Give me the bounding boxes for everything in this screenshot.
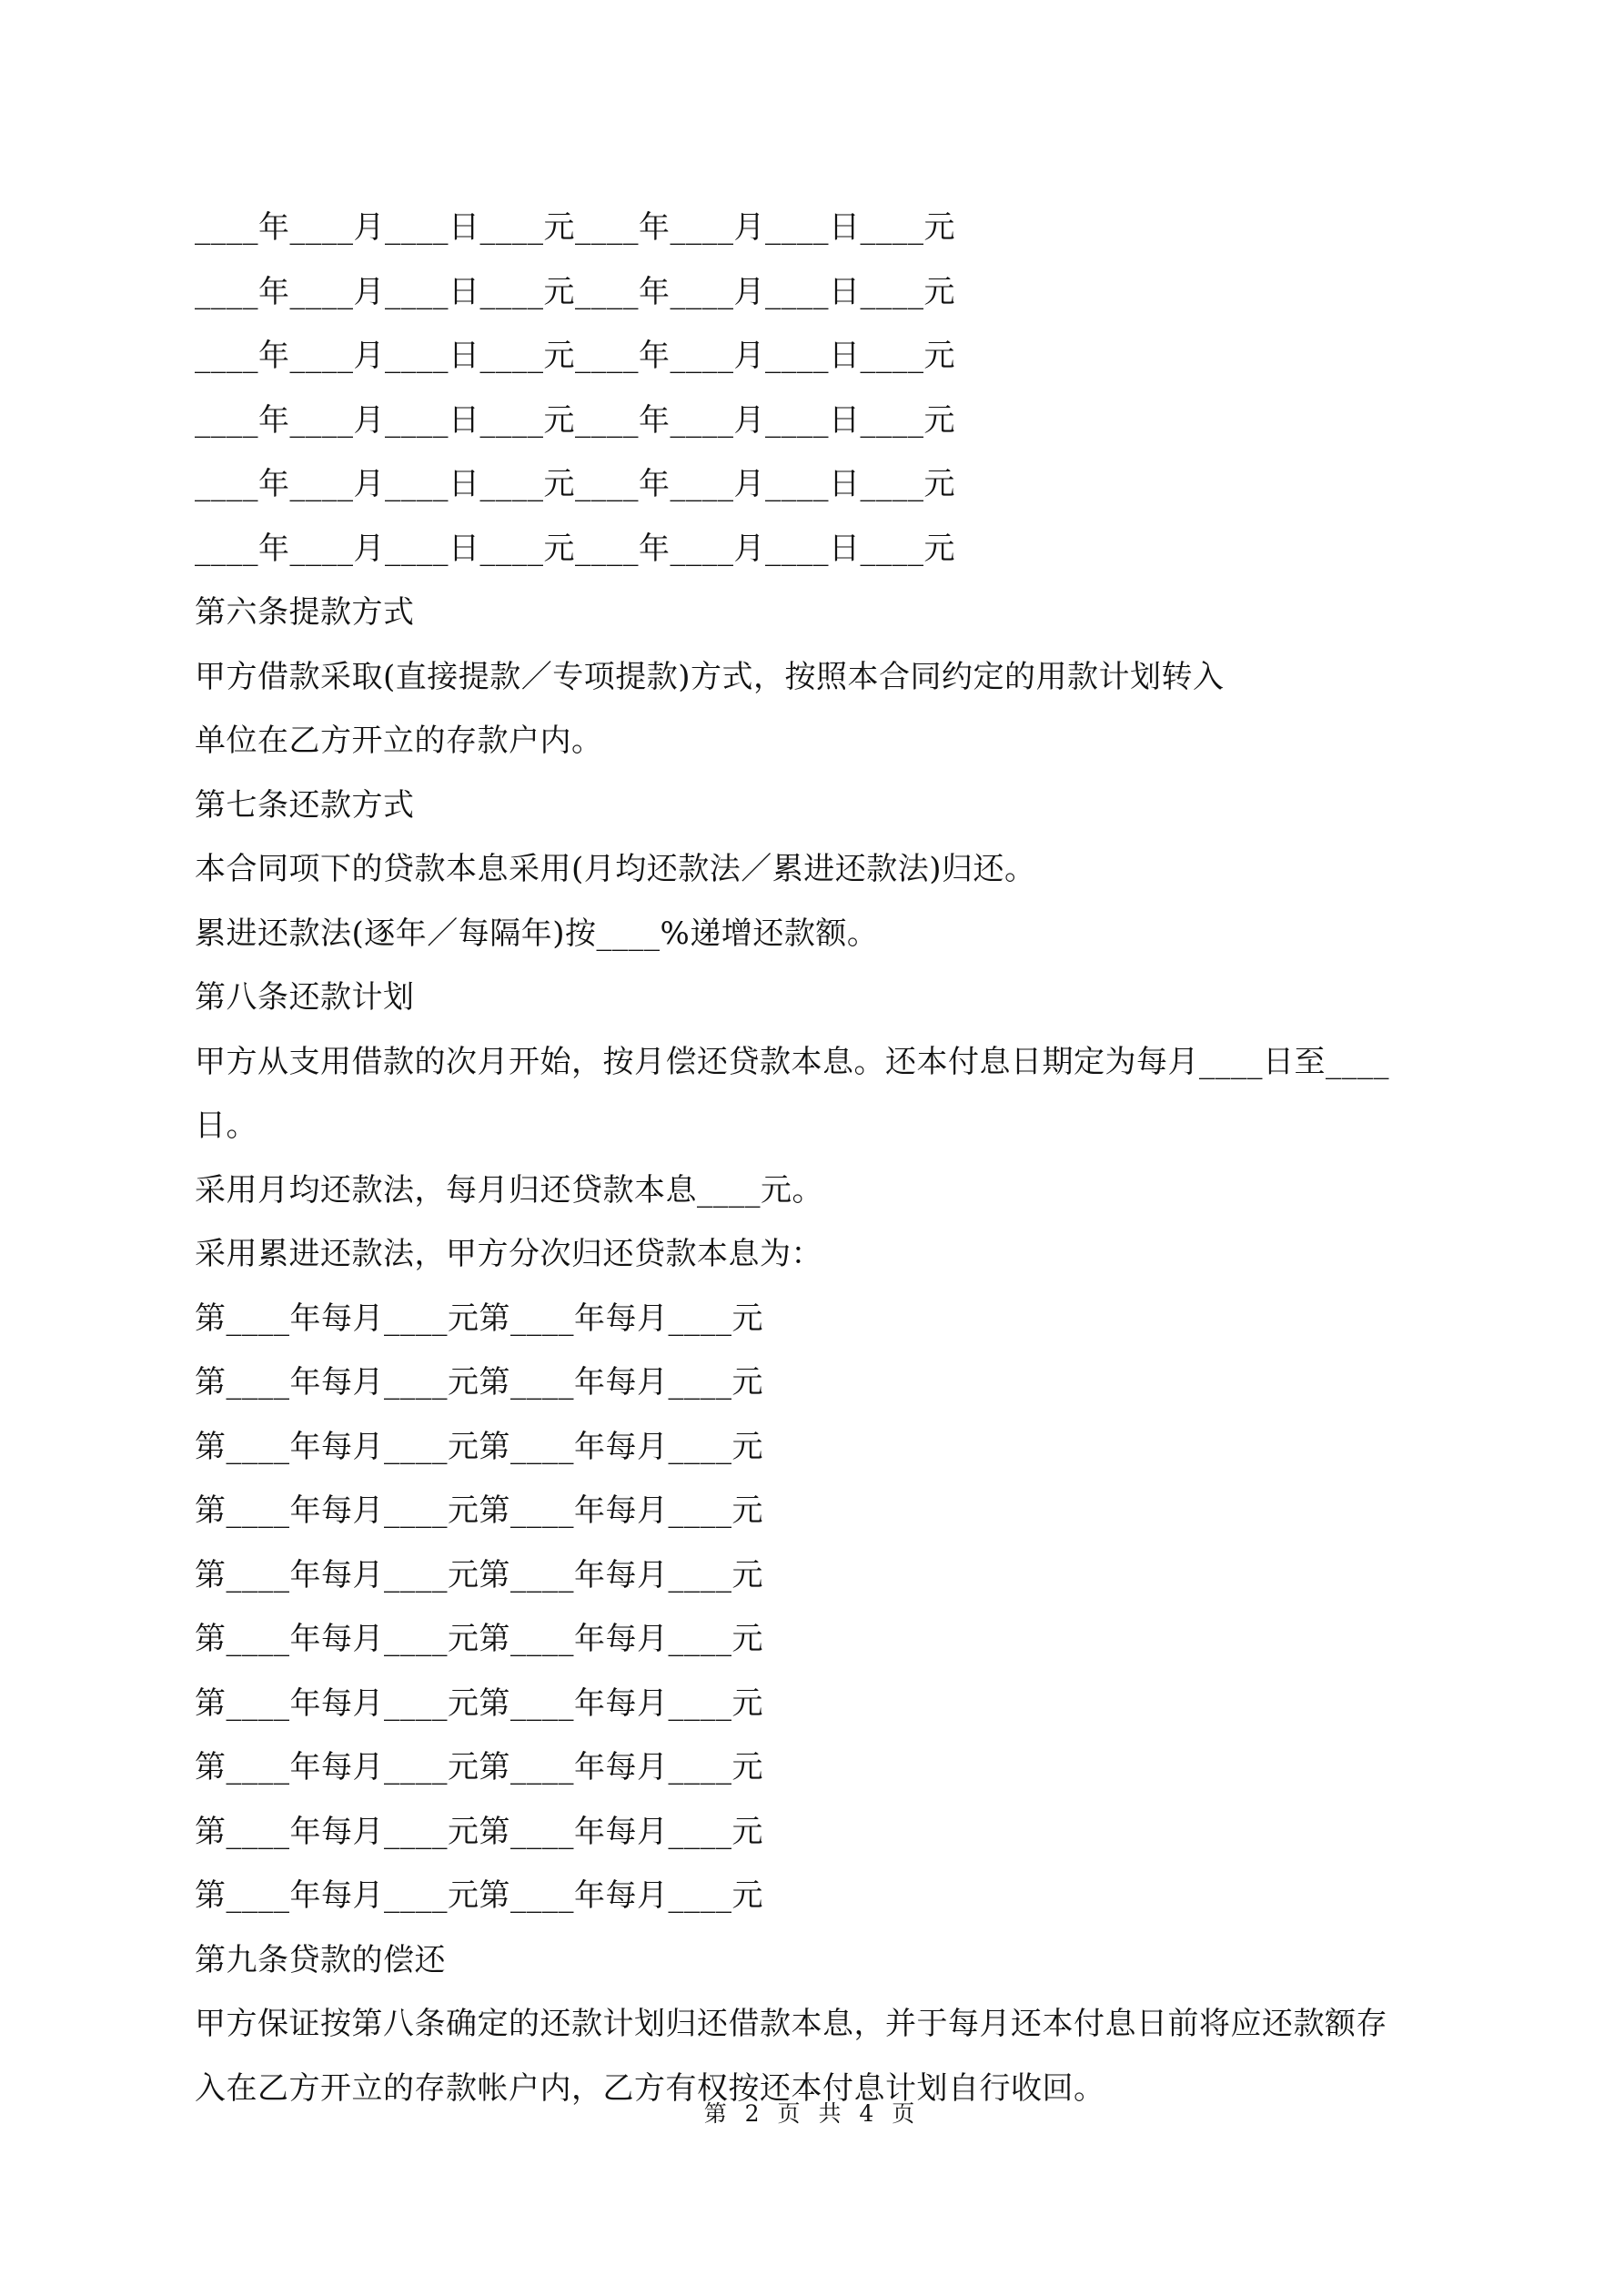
date-amount-row: ____年____月____日____元____年____月____日____元 [195,338,955,374]
yearly-repayment-row: 第____年每月____元第____年每月____元 [195,1684,763,1722]
article-6-heading: 第六条提款方式 [195,594,415,631]
article-8-paragraph: 日。 [195,1108,257,1144]
date-amount-row: ____年____月____日____元____年____月____日____元 [195,209,955,246]
page-number-footer: 第 2 页 共 4 页 [703,2100,921,2127]
yearly-repayment-row: 第____年每月____元第____年每月____元 [195,1877,763,1914]
article-8-heading: 第八条还款计划 [195,979,415,1016]
article-9-paragraph: 甲方保证按第八条确定的还款计划归还借款本息，并于每月还本付息日前将应还款额存 [195,2006,1387,2042]
article-8-paragraph: 采用月均还款法，每月归还贷款本息____元。 [195,1171,823,1209]
yearly-repayment-row: 第____年每月____元第____年每月____元 [195,1428,763,1465]
yearly-repayment-row: 第____年每月____元第____年每月____元 [195,1621,763,1657]
article-8-paragraph: 采用累进还款法，甲方分次归还贷款本息为： [195,1236,822,1272]
yearly-repayment-row: 第____年每月____元第____年每月____元 [195,1300,763,1337]
article-6-paragraph: 单位在乙方开立的存款户内。 [195,723,603,759]
date-amount-row: ____年____月____日____元____年____月____日____元 [195,273,955,310]
yearly-repayment-row: 第____年每月____元第____年每月____元 [195,1556,763,1593]
yearly-repayment-row: 第____年每月____元第____年每月____元 [195,1364,763,1401]
date-amount-row: ____年____月____日____元____年____月____日____元 [195,466,955,502]
yearly-repayment-row: 第____年每月____元第____年每月____元 [195,1492,763,1529]
article-8-paragraph: 甲方从支用借款的次月开始，按月偿还贷款本息。还本付息日期定为每月____日至____ [195,1043,1389,1080]
yearly-repayment-row: 第____年每月____元第____年每月____元 [195,1813,763,1850]
article-9-paragraph: 入在乙方开立的存款帐户内，乙方有权按还本付息计划自行收回。 [195,2069,1105,2107]
article-9-heading: 第九条贷款的偿还 [195,1941,446,1978]
document-body [195,196,1450,2120]
yearly-repayment-row: 第____年每月____元第____年每月____元 [195,1749,763,1785]
article-7-paragraph: 累进还款法(逐年／每隔年)按____%递增还款额。 [195,915,879,952]
date-amount-row: ____年____月____日____元____年____月____日____元 [195,530,955,567]
article-7-heading: 第七条还款方式 [195,786,415,824]
date-amount-row: ____年____月____日____元____年____月____日____元 [195,401,955,439]
article-6-paragraph: 甲方借款采取(直接提款／专项提款)方式，按照本合同约定的用款计划转入 [195,658,1225,695]
article-7-paragraph: 本合同项下的贷款本息采用(月均还款法／累进还款法)归还。 [195,851,1036,887]
